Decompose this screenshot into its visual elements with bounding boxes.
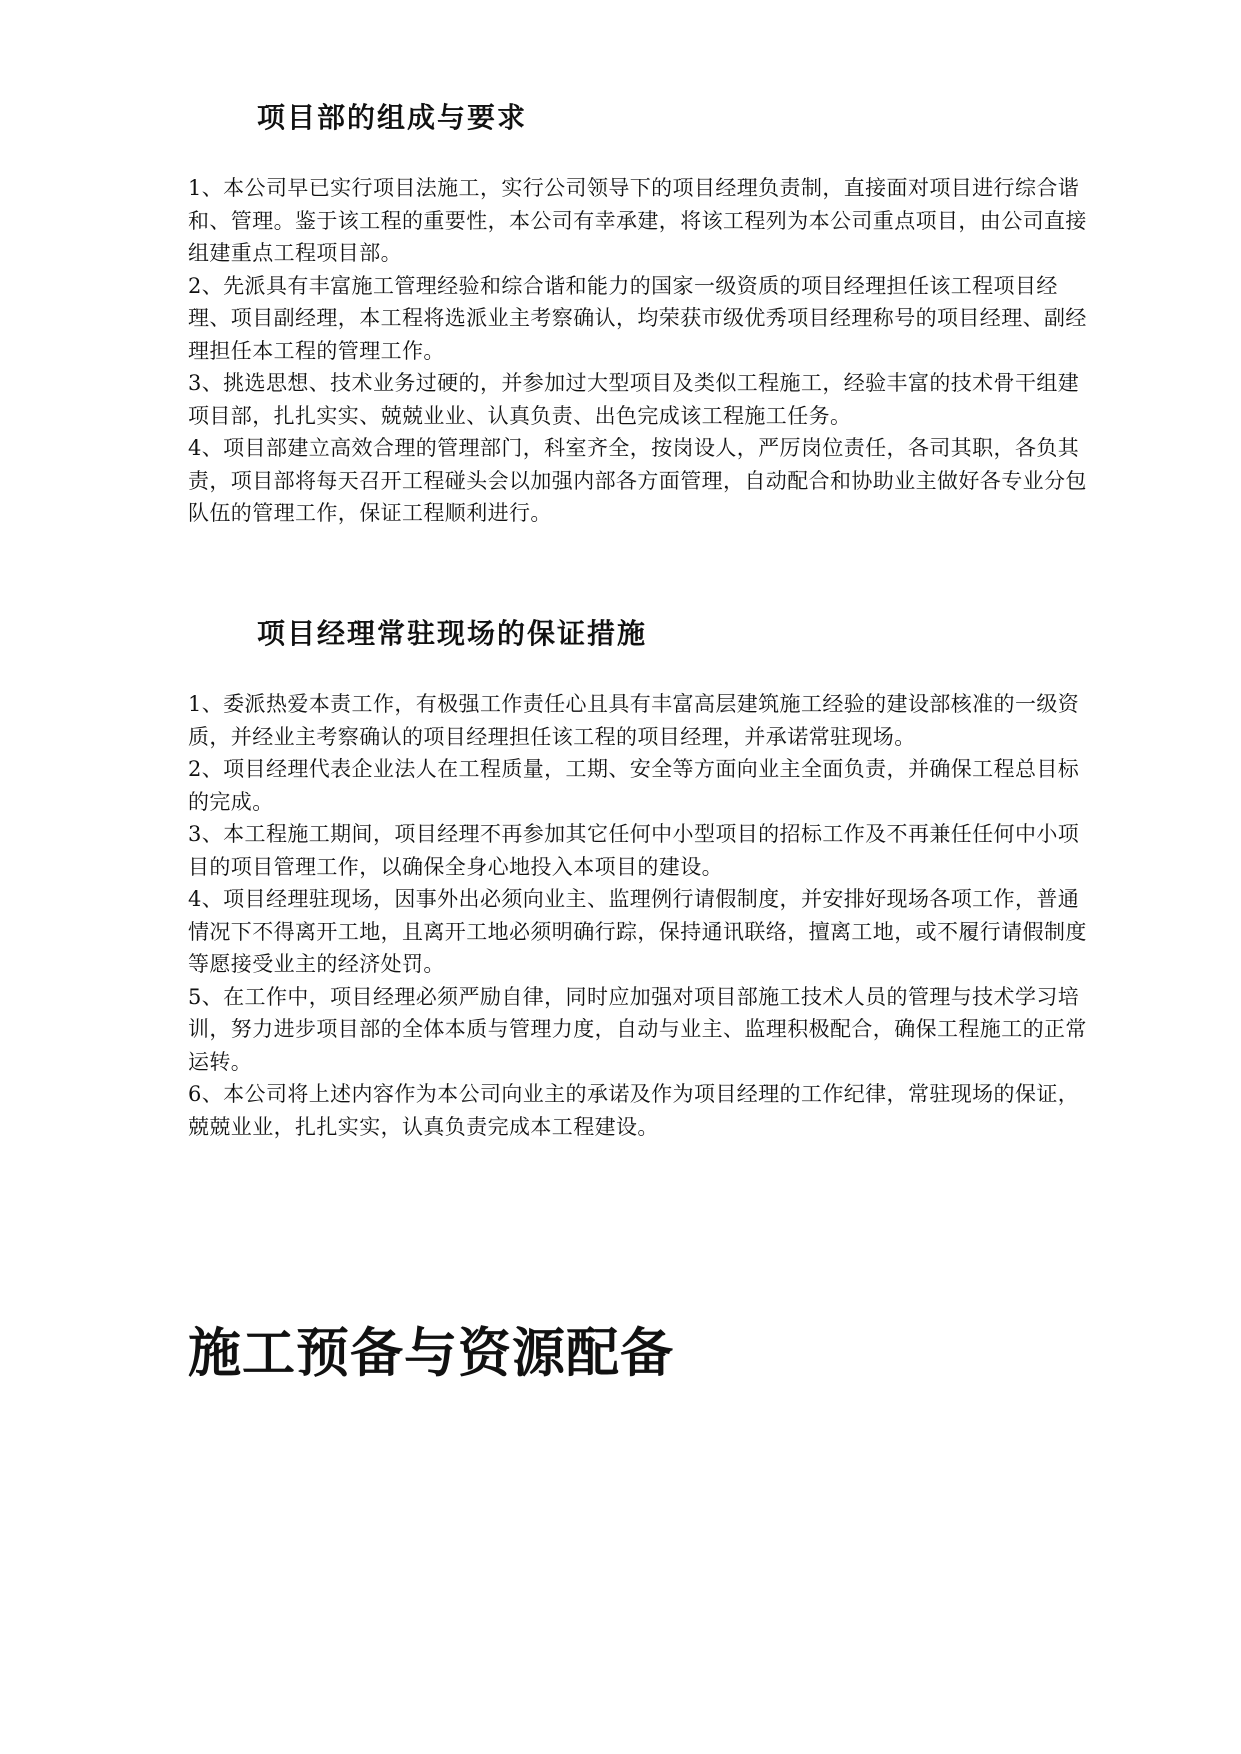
paragraph: 6、本公司将上述内容作为本公司向业主的承诺及作为项目经理的工作纪律，常驻现场的保证，兢兢业业，扎扎实实，认真负责完成本工程建设。 — [188, 1082, 1080, 1139]
paragraph: 2、项目经理代表企业法人在工程质量，工期、安全等方面向业主全面负责，并确保工程总目标的完成。 — [188, 757, 1080, 814]
paragraph: 1、委派热爱本责工作，有极强工作责任心且具有丰富高层建筑施工经验的建设部核准的一级资质，并经业主考察确认的项目经理担任该工程的项目经理，并承诺常驻现场。 — [188, 692, 1080, 749]
paragraph: 4、项目部建立高效合理的管理部门，科室齐全，按岗设人，严厉岗位责任，各司其职，各负其责，项目部将每天召开工程碰头会以加强内部各方面管理，自动配合和协助业主做好各专业分包队伍的管理工作，保证工程顺利进行。 — [188, 436, 1087, 525]
section-body-manager-onsite — [188, 688, 1088, 1143]
chapter-title: 施工预备与资源配备 — [188, 1322, 674, 1384]
section-body-project-department — [188, 172, 1088, 530]
section-title-manager-onsite: 项目经理常驻现场的保证措施 — [257, 617, 648, 650]
section-title-project-department: 项目部的组成与要求 — [257, 101, 528, 134]
paragraph: 4、项目经理驻现场，因事外出必须向业主、监理例行请假制度，并安排好现场各项工作，普通情况下不得离开工地，且离开工地必须明确行踪，保持通讯联络，擅离工地，或不履行请假制度等愿接受业主的经济处罚。 — [188, 887, 1087, 976]
paragraph: 3、挑选思想、技术业务过硬的，并参加过大型项目及类似工程施工，经验丰富的技术骨干组建项目部，扎扎实实、兢兢业业、认真负责、出色完成该工程施工任务。 — [188, 371, 1080, 428]
paragraph: 1、本公司早已实行项目法施工，实行公司领导下的项目经理负责制，直接面对项目进行综合谐和、管理。鉴于该工程的重要性，本公司有幸承建，将该工程列为本公司重点项目，由公司直接组建重点工程项目部。 — [188, 176, 1087, 265]
paragraph: 5、在工作中，项目经理必须严励自律，同时应加强对项目部施工技术人员的管理与技术学习培训，努力进步项目部的全体本质与管理力度，自动与业主、监理积极配合，确保工程施工的正常运转。 — [188, 984, 1087, 1074]
paragraph: 2、先派具有丰富施工管理经验和综合谐和能力的国家一级资质的项目经理担任该工程项目经理、项目副经理，本工程将选派业主考察确认，均荣获市级优秀项目经理称号的项目经理、副经理担任本工程的管理工作。 — [188, 273, 1087, 363]
paragraph: 3、本工程施工期间，项目经理不再参加其它任何中小型项目的招标工作及不再兼任任何中小项目的项目管理工作，以确保全身心地投入本项目的建设。 — [188, 822, 1080, 879]
